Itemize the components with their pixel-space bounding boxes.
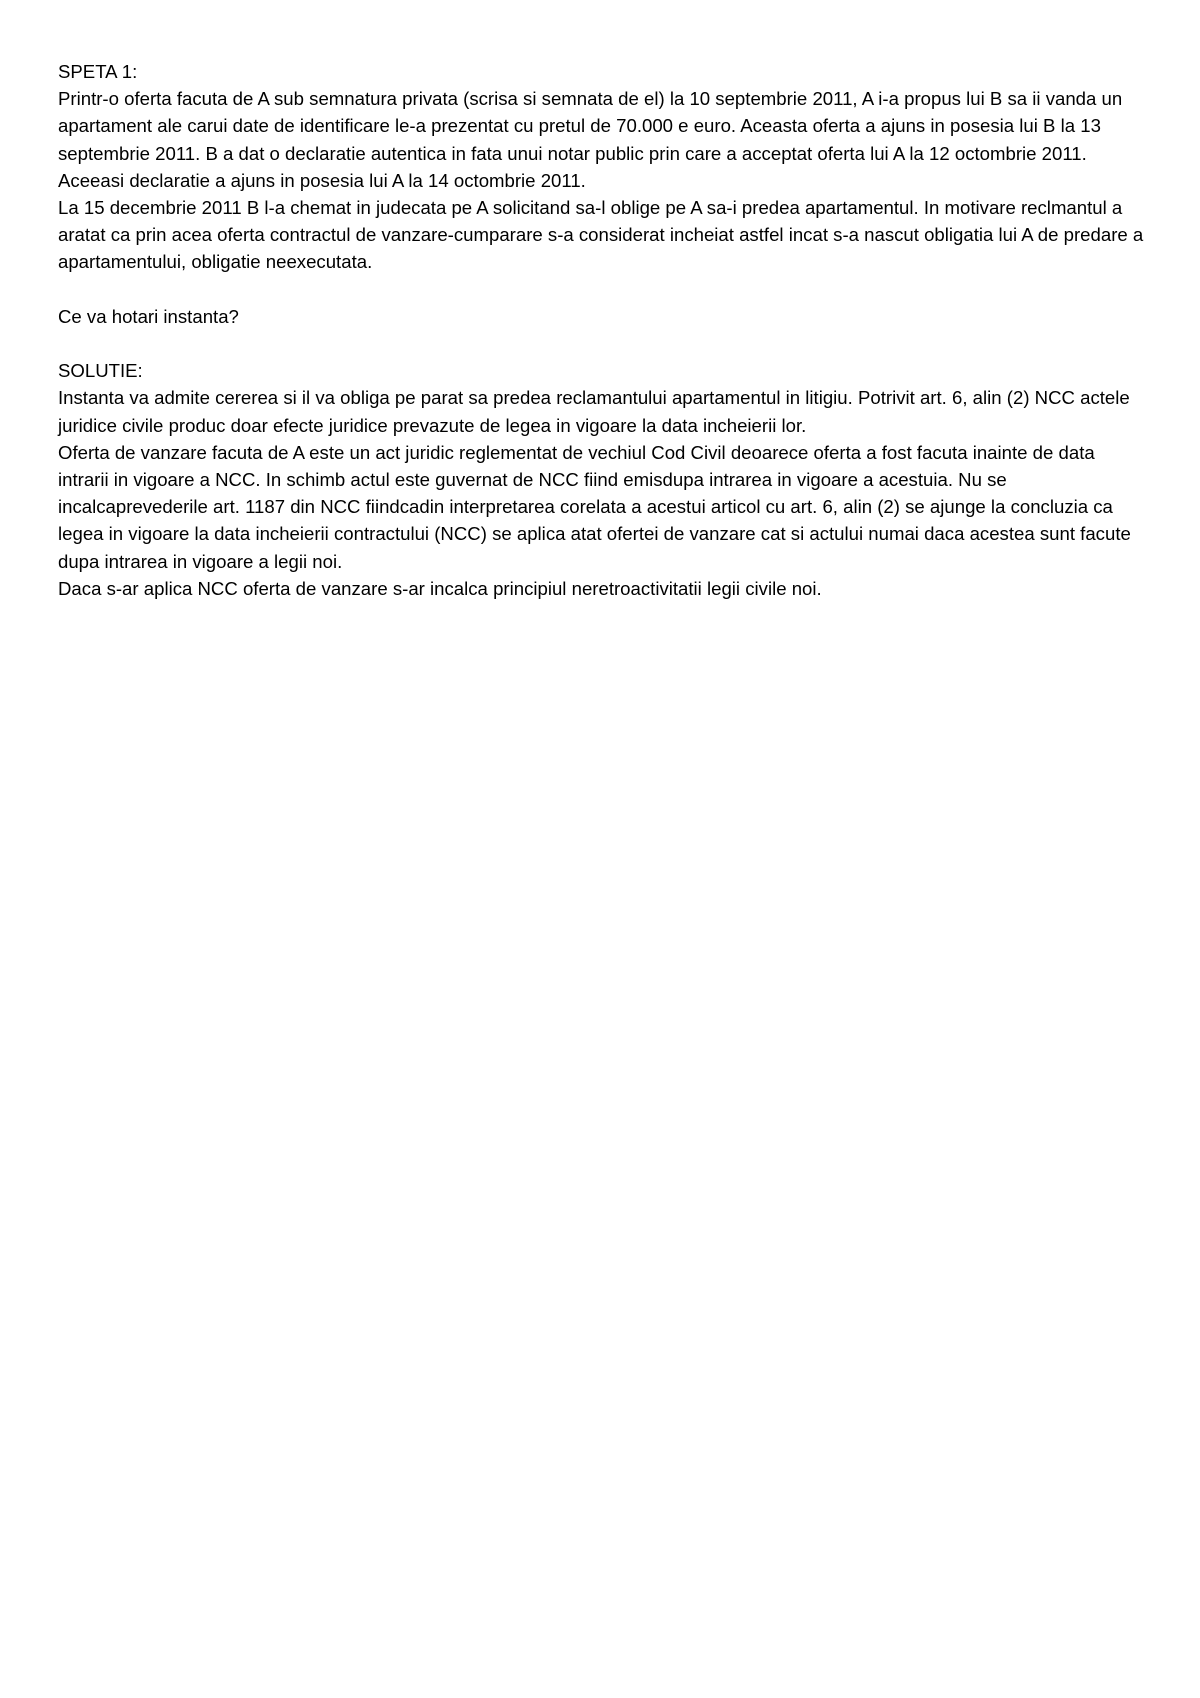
- solution-paragraph: Oferta de vanzare facuta de A este un act juridic reglementat de vechiul Cod Civil deoarece oferta a fost facuta inainte de data intrarii in vigoare a NCC. In schimb actul este guvernat de NCC fiind emisdupa intrarea in vigoare a acestuia. Nu se incalcaprevederile art. 1187 din NCC fiindcadin interpretarea corelata a acestui articol cu art. 6, alin (2) se ajunge la concluzia ca legea in vigoare la data incheierii contractului (NCC) se aplica atat ofertei de vanzare cat si actului numai daca acestea sunt facute dupa intrarea in vigoare a legii noi.: [58, 441, 1131, 572]
- blank-line: [58, 276, 1148, 303]
- case-heading: SPETA 1:: [58, 61, 138, 82]
- solution-heading: SOLUTIE:: [58, 360, 143, 382]
- facts-paragraph: La 15 decembrie 2011 B l-a chemat in judecata pe A solicitand sa-l oblige pe A sa-i predea apartamentul. In motivare reclmantul a aratat ca prin acea oferta contractul de vanzare-cumparare s-a considerat incheiat astfel incat s-a nascut obligatia lui A de predare a apartamentului, obligatie neexecutata.: [58, 197, 1144, 273]
- blank-line: [58, 330, 1148, 357]
- facts-paragraph: Printr-o oferta facuta de A sub semnatura privata (scrisa si semnata de el) la 10 septembrie 2011, A i-a propus lui B sa ii vanda un apartament ale carui date de identificare le-a prezentat cu pretul de 70.000 e euro. Aceasta oferta a ajuns in posesia lui B la 13 septembrie 2011. B a dat o declaratie autentica in fata unui notar public prin care a acceptat oferta lui A la 12 octombrie 2011. Aceeasi declaratie a ajuns in posesia lui A la 14 octombrie 2011.: [58, 88, 1123, 191]
- document-body: [58, 58, 1148, 602]
- solution-paragraph: Instanta va admite cererea si il va obliga pe parat sa predea reclamantului apartamentul in litigiu. Potrivit art. 6, alin (2) NCC actele juridice civile produc doar efecte juridice prevazute de legea in vigoare la data incheierii lor.: [58, 387, 1130, 436]
- question-line: Ce va hotari instanta?: [58, 305, 239, 327]
- solution-paragraph: Daca s-ar aplica NCC oferta de vanzare s-ar incalca principiul neretroactivitatii legii civile noi.: [58, 577, 822, 599]
